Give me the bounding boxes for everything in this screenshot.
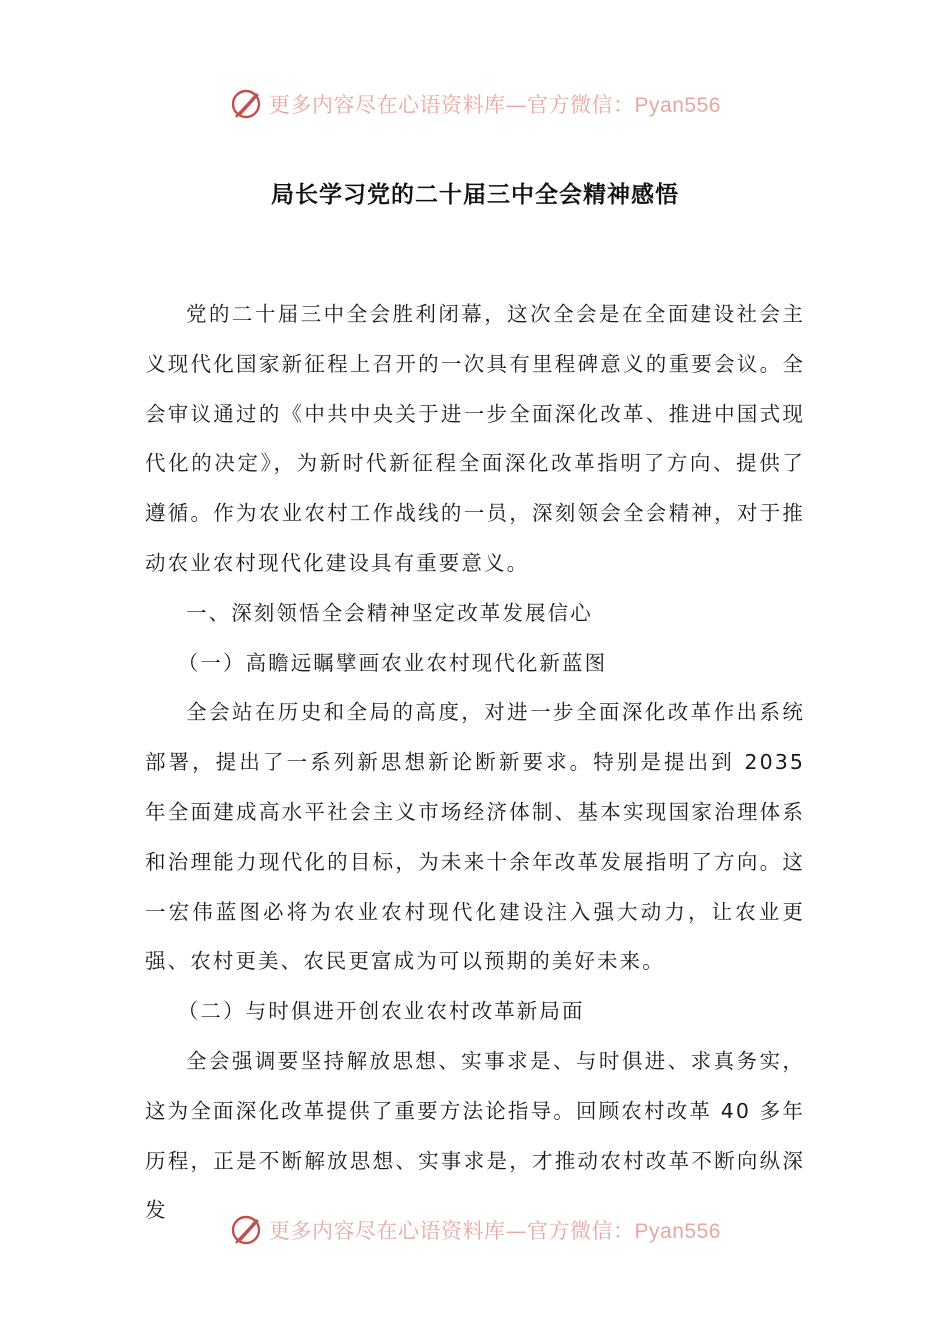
subsection-heading-2: （二）与时俱进开创农业农村改革新局面	[177, 999, 585, 1024]
subsection-heading-1: （一）高瞻远瞩擘画农业农村现代化新蓝图	[177, 650, 608, 675]
watermark-text	[269, 1215, 721, 1245]
section-heading-1: 一、深刻领悟全会精神坚定改革发展信心	[186, 600, 593, 625]
document-body	[145, 290, 805, 1236]
quill-logo-icon	[229, 1212, 265, 1248]
paragraph-blueprint: 全会站在历史和全局的高度，对进一步全面深化改革作出系统部署，提出了一系列新思想新论断新要求。特别是提出到 2035 年全面建成高水平社会主义市场经济体制、基本实现国家治理体系和治理能力现代化的目标，为未来十余年改革发展指明了方向。这一宏伟蓝图必将为农业农村现代化建设注入强大动力，让农业更强、农村更美、农民更富成为可以预期的美好未来。	[145, 700, 805, 974]
quill-logo-icon	[229, 86, 265, 122]
paragraph-reform: 全会强调要坚持解放思想、实事求是、与时俱进、求真务实，这为全面深化改革提供了重要方法论指导。回顾农村改革 40 多年历程，正是不断解放思想、实事求是，才推动农村改革不断向纵深发	[145, 1048, 805, 1223]
footer-watermark-banner	[0, 1208, 950, 1252]
header-watermark-banner	[0, 82, 950, 126]
document-title: 局长学习党的二十届三中全会精神感悟	[271, 182, 679, 208]
watermark-wechat-id: Pyan556	[634, 1220, 721, 1243]
watermark-wechat-id: Pyan556	[634, 94, 721, 117]
watermark-label: 更多内容尽在心语资料库—官方微信：	[269, 93, 635, 117]
watermark-label: 更多内容尽在心语资料库—官方微信：	[269, 1219, 635, 1243]
paragraph-intro: 党的二十届三中全会胜利闭幕，这次全会是在全面建设社会主义现代化国家新征程上召开的一次具有里程碑意义的重要会议。全会审议通过的《中共中央关于进一步全面深化改革、推进中国式现代化的决定》，为新时代新征程全面深化改革指明了方向、提供了遵循。作为农业农村工作战线的一员，深刻领会全会精神，对于推动农业农村现代化建设具有重要意义。	[145, 302, 805, 575]
watermark-text	[269, 89, 721, 119]
